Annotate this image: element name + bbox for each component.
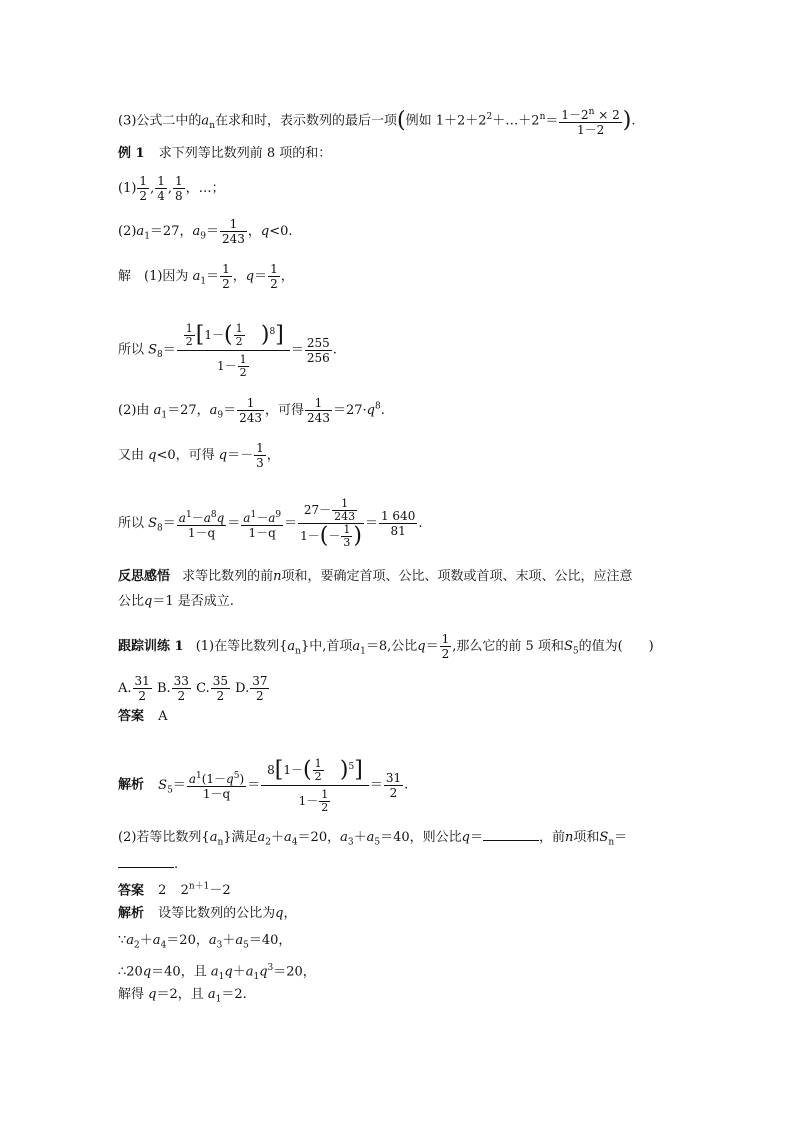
example-text: 求下列等比数列前 8 项的和： xyxy=(158,146,332,161)
text: (3)公式二中的 xyxy=(118,113,202,129)
analysis-label: 解析 xyxy=(118,777,145,793)
analysis-2-step-3: 解得 q＝2，且 $a_1=2$. xyxy=(118,987,247,1005)
reflection-line-1: 反思感悟 求等比数列的前n项和，要确定首项、公比、项数或首项、末项、公比，应注意 xyxy=(118,569,633,584)
var: a xyxy=(201,113,210,129)
answer-value: 2 xyxy=(158,883,167,899)
fraction: $\frac{1}{8}$ xyxy=(174,174,183,203)
fraction-big: $\frac{1}{2}$ [1－( $\frac{1}{2}$ )$^8$] 1－ $\frac{1}{2}$ xyxy=(177,321,290,379)
option-a-value: $\frac{31}{2}$ xyxy=(134,674,150,703)
answer-value: $2^{n+1}-2$ xyxy=(180,882,231,899)
example-label: 例 1 xyxy=(118,146,145,161)
text: 在求和时，表示数列的最后一项 xyxy=(214,113,397,129)
fraction: $\frac{1}{2}$ xyxy=(139,174,148,203)
analysis-1: 解析 $S_5=$ $\frac{a^1(1-q^5)}{1-q}$ ＝ 8[1－( $\frac{1}{2}$ )$^5$] 1－ $\frac{1}{2}$ ＝ $\frac{31}{2}$ . xyxy=(118,757,409,814)
sup: n xyxy=(539,112,546,123)
answer-2 xyxy=(118,879,231,899)
sup: 2 xyxy=(486,112,493,123)
problem-2: $(2)a_1=27$，$a_9=$ $\frac{1}{243}$ ，q<0. xyxy=(118,217,293,246)
solution-2: (2)由 $a_1=27$，$a_9=$ $\frac{1}{243}$ ，可得 $\frac{1}{243}$ $=27\cdot q^8$. xyxy=(118,396,385,425)
options xyxy=(118,674,270,703)
reflection-line-2: 公比q＝1 是否成立. xyxy=(118,594,234,609)
option-c-value: $\frac{35}{2}$ xyxy=(212,674,228,703)
fraction: $\frac{1 640}{81}$ xyxy=(380,509,416,538)
solution-1-sum: 所以 $S_8=$ $\frac{1}{2}$ [1－( $\frac{1}{2}$ )$^8$] 1－ $\frac{1}{2}$ ＝ $\frac{255}{256}$ . xyxy=(118,322,337,379)
answer-value: A xyxy=(158,709,168,724)
answer-blank-sn[interactable] xyxy=(118,855,174,868)
solution-2-q: 又由 q<0，可得 q＝－ $\frac{1}{3}$ ， xyxy=(118,441,280,470)
den: 1－2 xyxy=(576,123,605,137)
practice-2-cont: . xyxy=(118,855,178,873)
analysis-2-step-1: $\because a_2+a_4=20$，$a_3+a_5=40$， xyxy=(118,933,292,951)
num: 1－2 xyxy=(561,108,589,122)
sup: n xyxy=(588,107,595,117)
text: ＝ xyxy=(545,113,559,129)
fraction: $\frac{31}{2}$ xyxy=(385,770,402,800)
option-d-value: $\frac{37}{2}$ xyxy=(252,674,268,703)
fraction: $\frac{1}{243}$ xyxy=(307,396,330,425)
solution-2-sum: 所以 $S_8=$ $\frac{a^1-a^8q}{1-q}$ ＝ $\frac{a^1-a^9}{1-q}$ ＝ 27－ $\frac{1}{243}$ 1－(－ $\frac{1}{3}$ ) ＝ $\frac{1 640}{81}$ . xyxy=(118,497,423,549)
solution-1: 解 (1)因为 $a_1=$ $\frac{1}{2}$ ，q＝ $\frac{1}{2}$ ， xyxy=(118,262,294,291)
option-a-label: A. xyxy=(118,681,132,696)
fraction: $\frac{1}{243}$ xyxy=(239,396,263,425)
fraction: $\frac{1}{2}$ xyxy=(270,262,278,291)
fraction xyxy=(559,105,621,137)
answer-blank-q[interactable] xyxy=(483,828,539,841)
paren-close: ) xyxy=(622,108,632,133)
practice-1: 跟踪训练 1 (1)在等比数列$\{a_n\}$中,首项$a_1=8$,公比q＝ $\frac{1}{2}$ ,那么它的前 5 项和$S_5$的值为( ) xyxy=(118,632,654,661)
fraction: $\frac{255}{256}$ xyxy=(306,335,330,365)
reflection-label: 反思感悟 xyxy=(118,569,171,584)
text: ，…； xyxy=(185,181,225,196)
option-c-label: C. xyxy=(196,681,210,696)
practice-2: (2)若等比数列$\{a_n\}$满足$a_2+a_4=20$，$a_3+a_5=40$，则公比q＝ ，前n项和$S_n=$ xyxy=(118,830,628,848)
fraction: $\frac{a^1(1-q^5)}{1-q}$ xyxy=(188,771,245,801)
fraction: $\frac{1}{243}$ xyxy=(221,217,245,246)
example-heading xyxy=(118,146,331,162)
fraction: $\frac{a^1-a^9}{1-q}$ xyxy=(243,509,282,540)
analysis-label: 解析 xyxy=(118,906,145,921)
analysis-2-step-2: ∴20q＝40，且 $a_1q+a_1q^3=20$， xyxy=(118,963,316,982)
fraction: $\frac{a^1-a^8q}{1-q}$ xyxy=(178,509,225,540)
problem-1: (1) $\frac{1}{2}$ , $\frac{1}{4}$ , $\frac{1}{8}$ ，…； xyxy=(118,174,225,203)
fraction-big: 8[1－( $\frac{1}{2}$ )$^5$] 1－ $\frac{1}{2}$ xyxy=(261,756,369,814)
answer-label: 答案 xyxy=(118,883,145,899)
sub: n xyxy=(209,121,215,132)
fraction-big: 27－ $\frac{1}{243}$ 1－(－ $\frac{1}{3}$ ) xyxy=(300,497,362,549)
option-b-value: $\frac{33}{2}$ xyxy=(173,674,189,703)
text: 例如 1＋2＋2 xyxy=(405,113,487,129)
num: × 2 xyxy=(594,108,620,122)
text: . xyxy=(631,113,636,129)
text: (1) xyxy=(118,181,137,196)
fraction: $\frac{1}{2}$ xyxy=(441,632,450,661)
option-b-label: B. xyxy=(156,681,171,696)
fraction: $\frac{1}{3}$ xyxy=(256,441,264,470)
note-line-3 xyxy=(118,105,636,137)
analysis-2: 解析 设等比数列的公比为q， xyxy=(118,906,297,921)
answer-1 xyxy=(118,709,168,725)
answer-label: 答案 xyxy=(118,709,145,724)
text: ＋…＋2 xyxy=(492,113,540,129)
fraction: $\frac{1}{2}$ xyxy=(222,262,230,291)
fraction: $\frac{1}{4}$ xyxy=(157,174,165,203)
option-d-label: D. xyxy=(235,681,250,696)
practice-label: 跟踪训练 1 xyxy=(118,639,184,654)
paren-open: ( xyxy=(397,108,406,133)
